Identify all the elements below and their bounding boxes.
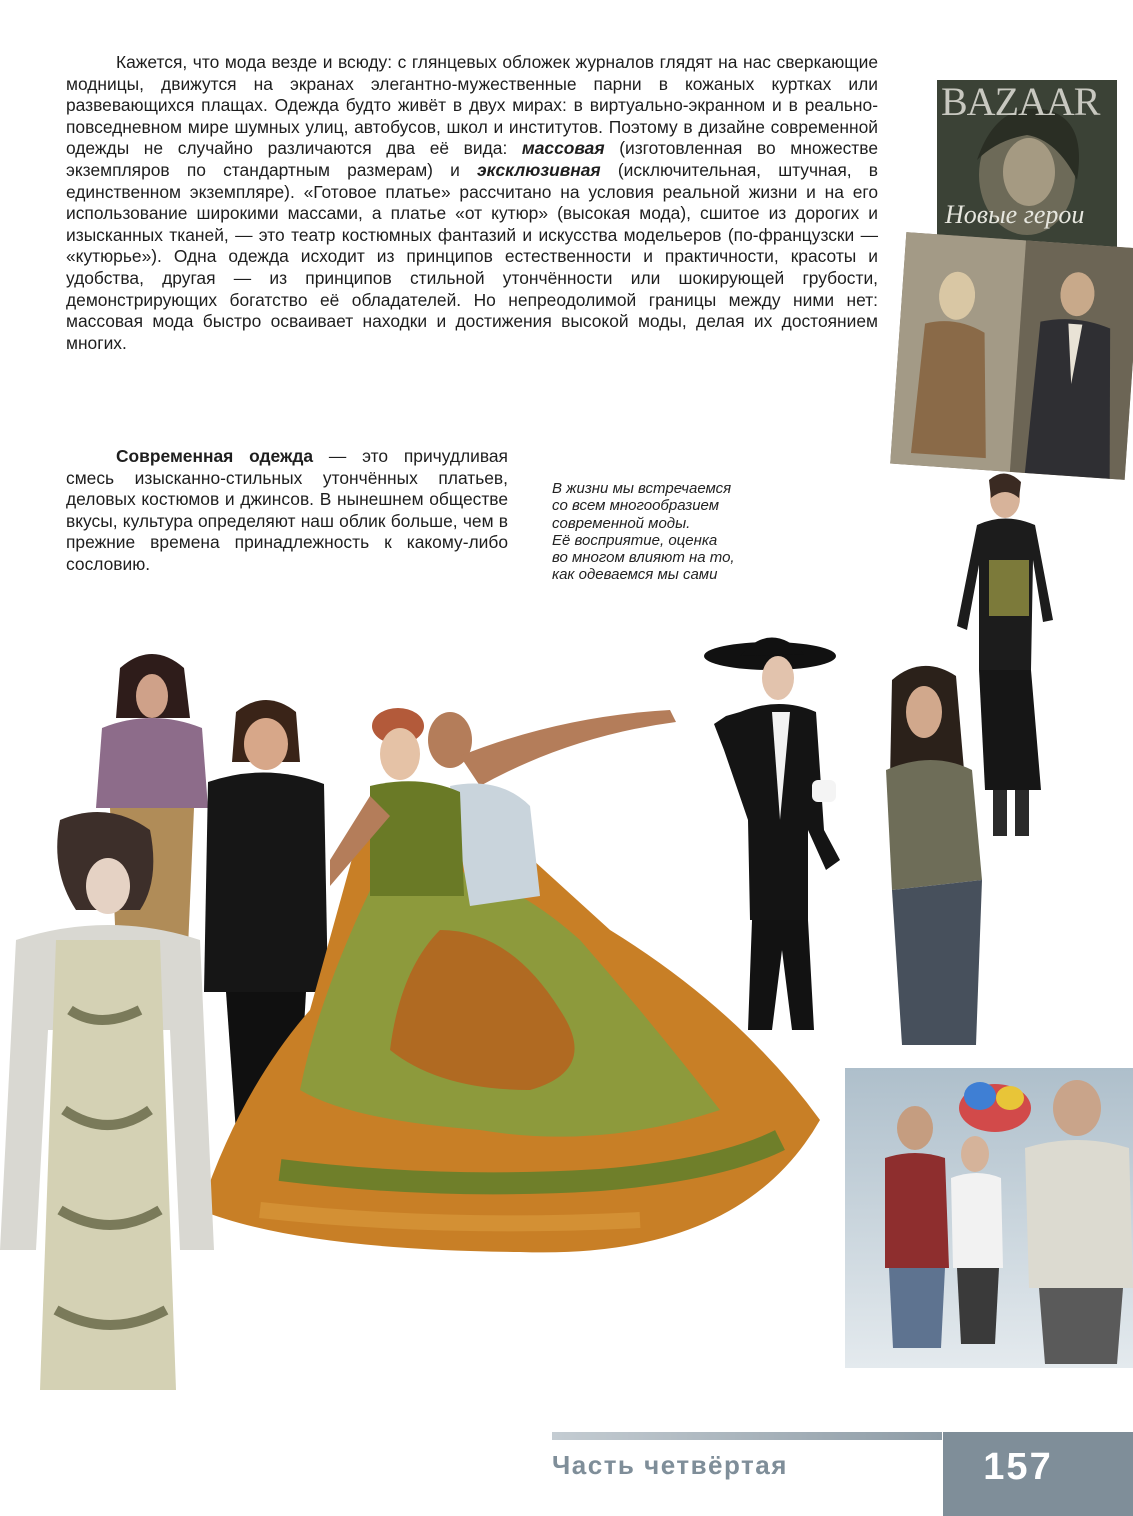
magazine-title: BAZAAR (941, 80, 1100, 124)
second-text-body: — это причудливая смесь изысканно-стильных утончённых платьев, деловых костюмов и джинсов. В нынешнем обществе вкусы, культура определяют наш облик больше, чем в прежние времена принадлежность к какому-либо сословию. (66, 446, 508, 574)
family-photo-image (845, 1068, 1133, 1368)
main-text-part: (исключительная, штучная, в единственном экземпляре). «Готовое платье» рассчитано на условия реальной жизни и на его использование широкими массами, а платье «от кутюр» (высокая мода), сшитое из дорогих и изысканных тканей, — это театр костюмных фантазий и искусства модельеров (по-французски — «кутюрье»). Одна одежда исходит из принципов естественности и практичности, красоты и удобства, другая — из принципов стильной утончённости или шокирующей грубости, демонстрирующих богатство её обладателей. Но непреодолимой границы между ними нет: массовая мода быстро осваивает находки и достижения высокой моды, делая их достоянием многих. (66, 159, 878, 353)
photo-caption: В жизни мы встречаемся со всем многообразием современной моды. Её восприятие, оценка во многом влияют на то, как одеваемся мы сами (552, 480, 735, 584)
woman-jeans-art (872, 660, 997, 1045)
page-number: 157 (983, 1446, 1053, 1488)
page-footer (552, 1432, 1133, 1516)
footer-strip (552, 1432, 942, 1440)
main-text-part: (изготовленная во множестве экземпляров по стандартным размерам) и (66, 138, 878, 180)
chapter-label: Часть четвёртая (552, 1450, 788, 1480)
woman-floral-gown-image (0, 810, 215, 1390)
magazine-spread-art (890, 232, 1133, 480)
family-photo-art (845, 1068, 1133, 1368)
page-number-box (943, 1432, 1133, 1516)
magazine-subtitle: Новые герои (945, 200, 1085, 229)
term-exclusive: эксклюзивная (477, 159, 601, 180)
couple-outstretched-arms-art (330, 696, 690, 926)
lead-term: Современная одежда (116, 446, 314, 466)
term-mass: массовая (521, 138, 605, 159)
magazine-cover-image (937, 80, 1117, 260)
modern-clothing-paragraph (66, 446, 508, 576)
main-paragraph (66, 52, 878, 354)
woman-floral-gown-art (0, 810, 215, 1390)
main-text-part: Кажется, что мода везде и всюду: с глянцевых обложек журналов глядят на нас сверкающие модницы, движутся на экранах элегантно-мужественные парни в кожаных куртках или развевающихся плащах. Одежда будто живёт в двух мирах: в виртуально-экранном и в реально-повседневном мире шумных улиц, автобусов, школ и институтов. Поэтому в дизайне современной одежды не случайно различаются два её вида: (66, 52, 878, 159)
couple-outstretched-arms-image (330, 696, 690, 926)
woman-jeans-image (872, 660, 997, 1045)
magazine-spread-image (890, 232, 1133, 480)
